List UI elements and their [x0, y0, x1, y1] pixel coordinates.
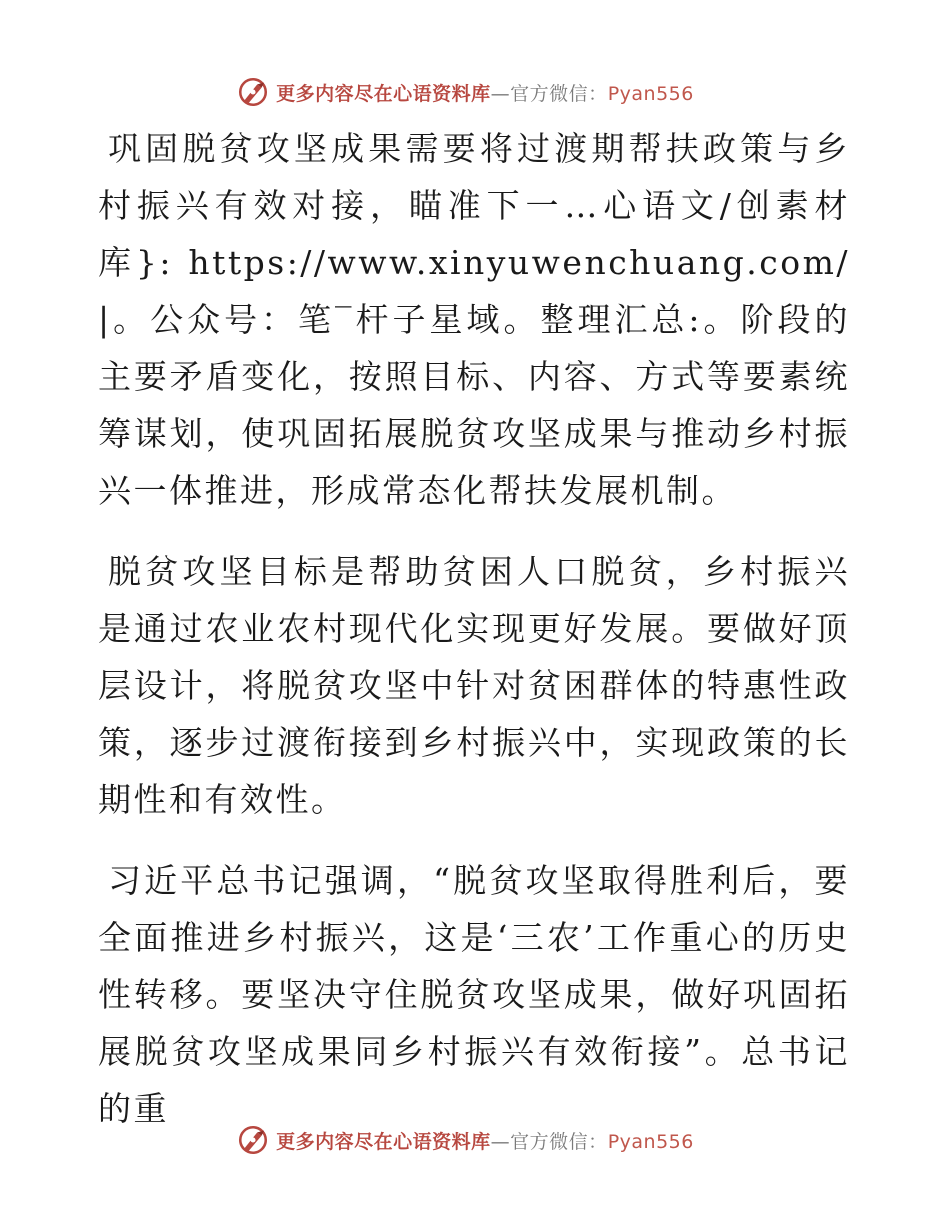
- header-separator: —: [490, 82, 511, 105]
- footer-site-text: 更多内容尽在心语资料库: [276, 1130, 491, 1153]
- paragraph-1: 巩固脱贫攻坚成果需要将过渡期帮扶政策与乡村振兴有效对接，瞄准下一…心语文/创素材库}: https://www.xinyuwenchuang.com/|。公众号：笔‾杆子星域。整理汇总:。阶段的主要矛盾变化，按照目标、内容、方式等要素统筹谋划，使巩固拓展脱贫攻坚成果与推动乡村振兴一体推进，形成常态化帮扶发展机制。: [98, 129, 850, 510]
- header-watermark-banner: [0, 70, 950, 114]
- pen-logo-icon: [236, 75, 270, 109]
- footer-banner-text: [276, 1127, 694, 1154]
- footer-watermark-banner: [0, 1118, 950, 1162]
- header-wechat-label: 官方微信：: [510, 82, 608, 105]
- pen-logo-icon: [236, 1123, 270, 1157]
- paragraph-2: 脱贫攻坚目标是帮助贫困人口脱贫，乡村振兴是通过农业农村现代化实现更好发展。要做好顶层设计，将脱贫攻坚中针对贫困群体的特惠性政策，逐步过渡衔接到乡村振兴中，实现政策的长期性和有效性。: [98, 552, 850, 819]
- header-site-text: 更多内容尽在心语资料库: [276, 82, 491, 105]
- header-wechat-id: Pyan556: [607, 82, 694, 105]
- footer-separator: —: [490, 1130, 511, 1153]
- document-body: [98, 120, 850, 1137]
- paragraph-3: 习近平总书记强调，“脱贫攻坚取得胜利后，要全面推进乡村振兴，这是‘三农’工作重心的历史性转移。要坚决守住脱贫攻坚成果，做好巩固拓展脱贫攻坚成果同乡村振兴有效衔接”。总书记的重: [98, 861, 850, 1128]
- footer-wechat-id: Pyan556: [607, 1130, 694, 1153]
- footer-wechat-label: 官方微信：: [510, 1130, 608, 1153]
- header-banner-text: [276, 79, 694, 106]
